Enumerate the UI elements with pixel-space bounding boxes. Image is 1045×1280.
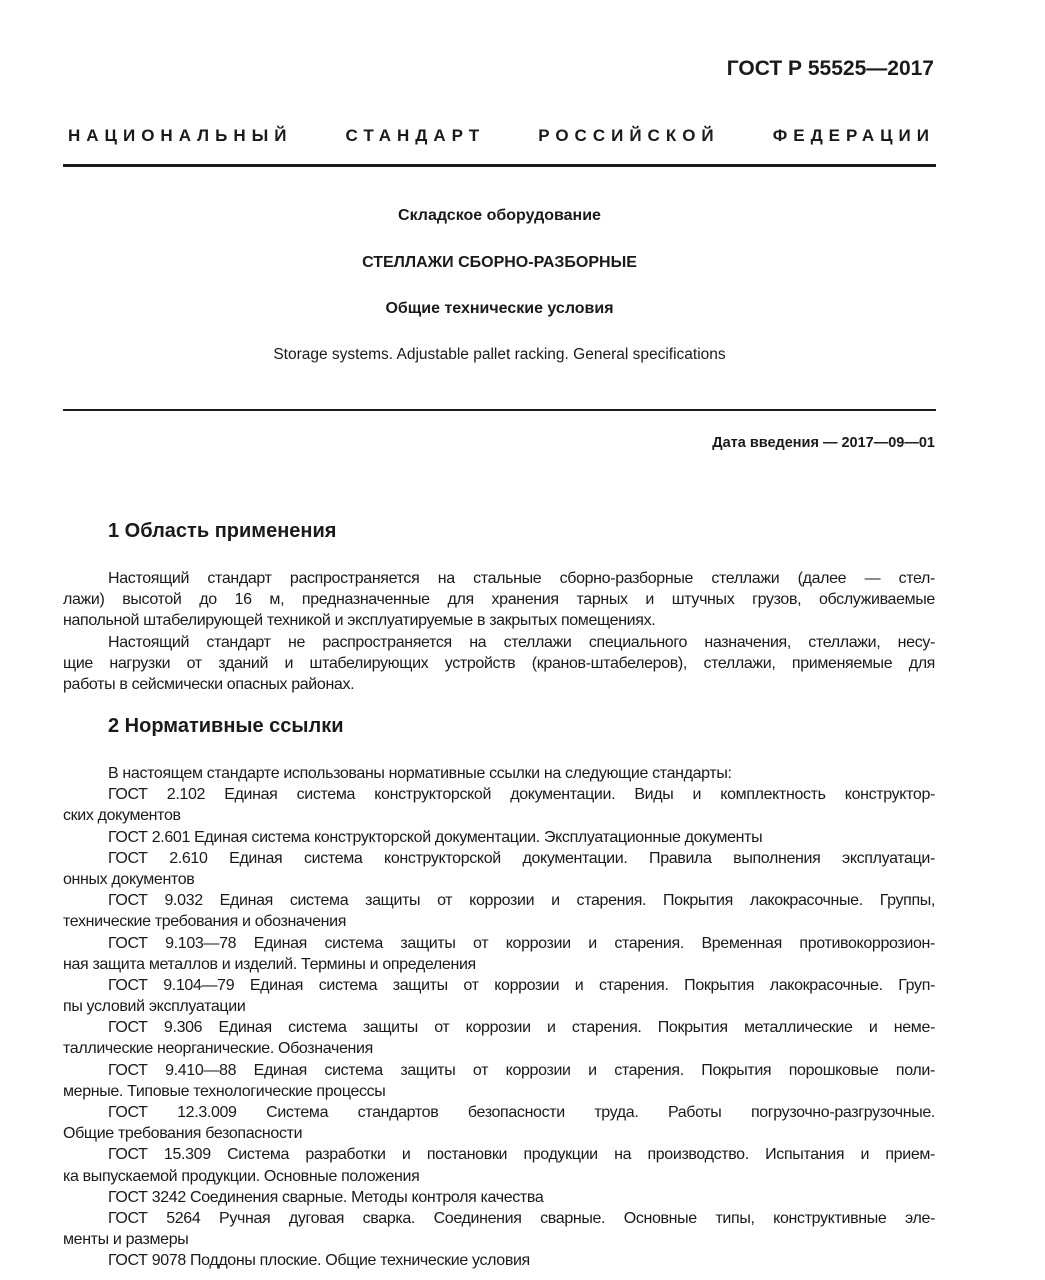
document-code: ГОСТ Р 55525—2017: [726, 57, 934, 80]
text-line: ная защита металлов и изделий. Термины и определения: [63, 955, 476, 973]
text-line: ГОСТ 2.102 Единая система конструкторской документации. Виды и комплектность конструктор-: [108, 786, 935, 804]
text-line: Настоящий стандарт не распространяется на стеллажи специального назначения, стеллажи, несу-: [108, 633, 935, 651]
text-line: В настоящем стандарте использованы нормативные ссылки на следующие стандарты:: [108, 765, 732, 782]
divider: [63, 409, 936, 411]
text-line: ГОСТ 5264 Ручная дуговая сварка. Соединения сварные. Основные типы, конструктивные эле-: [108, 1209, 935, 1227]
introduction-date: Дата введения — 2017—09—01: [712, 435, 935, 451]
text-line: ГОСТ 9.410—88 Единая система защиты от коррозии и старения. Покрытия порошковые поли-: [108, 1061, 935, 1079]
text-line: ГОСТ 9078 Поддоны плоские. Общие технические условия: [108, 1252, 530, 1270]
main-title: СТЕЛЛАЖИ СБОРНО-РАЗБОРНЫЕ: [362, 254, 637, 271]
text-line: Общие требования безопасности: [63, 1125, 303, 1143]
text-line: пы условий эксплуатации: [63, 998, 246, 1016]
divider: [63, 164, 936, 167]
category-title: Складское оборудование: [398, 207, 601, 224]
text-line: технические требования и обозначения: [63, 913, 347, 931]
text-line: ГОСТ 15.309 Система разработки и постановки продукции на производство. Испытания и прием-: [108, 1146, 935, 1164]
text-line: ка выпускаемой продукции. Основные положения: [63, 1167, 420, 1185]
section-heading: 2 Нормативные ссылки: [108, 715, 344, 737]
text-line: щие нагрузки от зданий и штабелирующих устройств (кранов-штабелеров), стеллажи, применяемые для: [63, 654, 935, 672]
text-line: ГОСТ 3242 Соединения сварные. Методы контроля качества: [108, 1188, 544, 1206]
text-line: ГОСТ 9.032 Единая система защиты от коррозии и старения. Покрытия лакокрасочные. Группы,: [108, 892, 935, 910]
text-line: работы в сейсмически опасных районах.: [63, 675, 355, 693]
text-line: ГОСТ 2.610 Единая система конструкторской документации. Правила выполнения эксплуатаци-: [108, 849, 935, 867]
text-line: Настоящий стандарт распространяется на стальные сборно-разборные стеллажи (далее — стел-: [108, 570, 935, 587]
text-line: лажи) высотой до 16 м, предназначенные для хранения тарных и штучных грузов, обслуживаемые: [63, 591, 935, 609]
text-line: ГОСТ 2.601 Единая система конструкторской документации. Эксплуатационные документы: [108, 828, 763, 846]
text-line: менты и размеры: [63, 1231, 189, 1249]
national-standard-banner: НАЦИОНАЛЬНЫЙ СТАНДАРТ РОССИЙСКОЙ ФЕДЕРАЦИИ: [68, 126, 935, 145]
text-line: ских документов: [63, 807, 181, 825]
text-line: ГОСТ 9.104—79 Единая система защиты от коррозии и старения. Покрытия лакокрасочные. Груп-: [108, 976, 935, 994]
section-body: [63, 763, 935, 1272]
section-body: [63, 568, 935, 695]
text-line: онных документов: [63, 870, 195, 888]
text-line: ГОСТ 9.306 Единая система защиты от коррозии и старения. Покрытия металлические и неме-: [108, 1019, 935, 1037]
section-heading: 1 Область применения: [108, 520, 337, 542]
text-line: таллические неорганические. Обозначения: [63, 1040, 373, 1058]
subtitle: Общие технические условия: [385, 300, 614, 317]
text-line: напольной штабелирующей техникой и эксплуатируемые в закрытых помещениях.: [63, 612, 656, 630]
english-title: Storage systems. Adjustable pallet racking. General specifications: [273, 346, 726, 363]
text-line: мерные. Типовые технологические процессы: [63, 1082, 386, 1100]
text-line: ГОСТ 12.3.009 Система стандартов безопасности труда. Работы погрузочно-разгрузочные.: [108, 1104, 935, 1121]
text-line: ГОСТ 9.103—78 Единая система защиты от коррозии и старения. Временная противокоррозион-: [108, 934, 935, 952]
